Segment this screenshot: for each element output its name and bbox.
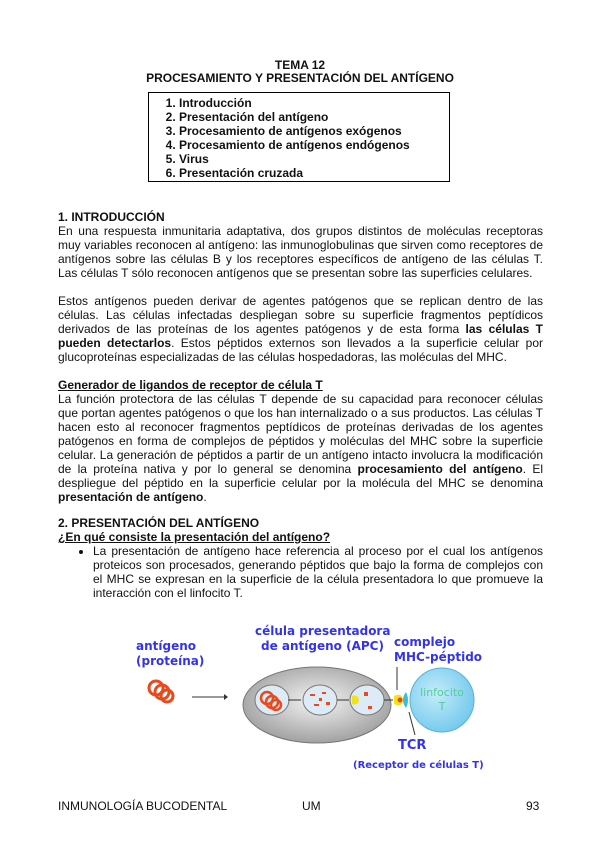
section-introduccion [58, 210, 543, 504]
section-presentacion [58, 516, 543, 600]
subsection-heading: Generador de ligandos de receptor de célula T [58, 378, 323, 392]
label-antigen-protein: (proteína) [136, 654, 205, 668]
label-apc-2: de antígeno (APC) [261, 639, 384, 653]
section-heading: 1. INTRODUCCIÓN [58, 210, 165, 224]
question-heading: ¿En qué consiste la presentación del antígeno? [58, 530, 331, 544]
toc-item: 1. Introducción [179, 96, 449, 110]
label-mhc-peptide: MHC-péptido [394, 650, 483, 664]
label-tcr-full: (Receptor de células T) [353, 760, 484, 771]
label-apc: célula presentadora [255, 624, 391, 638]
toc-item: 5. Virus [179, 152, 449, 166]
toc-item: 3. Procesamiento de antígenos exógenos [179, 124, 449, 138]
bold-text: procesamiento del antígeno [357, 462, 523, 476]
label-lymphocyte-t: T [438, 700, 446, 713]
label-lymphocyte: linfocito [420, 686, 464, 699]
bullet-item: • La presentación de antígeno hace referencia al proceso por el cual los antígenos proteicos son procesados, generando péptidos que bajo la forma de complejos con el MHC se expresan en la superficie de la célula presentadora lo que promueve la interacción con el linfocito T. [93, 544, 543, 600]
toc-item: 4. Procesamiento de antígenos endógenos [179, 138, 449, 152]
text: . [203, 490, 207, 504]
text: La función protectora de las células T depende de su capacidad para reconocer células que portan agentes patógenos o que los han internalizado o a sus productos. Las células T hacen esto al reconocer fragmentos peptídicos de proteínas derivadas de los agentes patógenos en forma de complejos de péptidos y moléculas del MHC sobre la superficie celular. La generación de péptidos a partir de un antígeno intacto involucra la modificación de la proteína nativa y por lo general se denomina [58, 392, 543, 476]
paragraph: En una respuesta inmunitaria adaptativa, dos grupos distintos de moléculas receptoras muy variables reconocen al antígeno: las inmunoglobulinas que sirven como receptores de antígenos sobre las células B y los receptores específicos de antígeno de las células T. Las células T sólo reconocen antígenos que se presentan sobre las superficies celulares. [58, 224, 543, 280]
page-number: 93 [526, 799, 540, 813]
antigen-protein-icon [149, 681, 173, 702]
section-heading: 2. PRESENTACIÓN DEL ANTÍGENO [58, 516, 260, 530]
antigen-presentation-diagram [100, 610, 500, 780]
paragraph [58, 392, 543, 504]
tcr-icon [403, 692, 408, 708]
footer-university: UM [302, 799, 321, 813]
text: . Estos péptidos externos son llevados a la superficie celular por glucoproteínas especializadas de las células hospedadoras, las moléculas del MHC. [58, 336, 543, 364]
bold-text: las células T pueden detectarlos [58, 322, 544, 350]
toc-item: 2. Presentación del antígeno [179, 110, 449, 124]
label-antigen: antígeno [136, 639, 197, 653]
table-of-contents [148, 92, 450, 182]
toc-item: 6. Presentación cruzada [179, 166, 449, 180]
topic-number: TEMA 12 [274, 58, 326, 72]
bold-text: presentación de antígeno [58, 490, 204, 504]
footer-course: INMUNOLOGÍA BUCODENTAL [58, 799, 228, 813]
label-complex: complejo [394, 635, 456, 649]
text: Estos antígenos pueden derivar de agentes patógenos que se replican dentro de las células. Las células infectadas despliegan sobre su superficie fragmentos peptídicos derivados de las proteínas de los agentes patógenos y de esta forma [58, 294, 543, 336]
page-title: PROCESAMIENTO Y PRESENTACIÓN DEL ANTÍGENO [146, 71, 454, 85]
paragraph [58, 294, 543, 364]
text: . El despliegue del péptido en la superficie celular por la molécula del MHC se denomina [58, 462, 543, 490]
label-tcr: TCR [398, 738, 427, 753]
